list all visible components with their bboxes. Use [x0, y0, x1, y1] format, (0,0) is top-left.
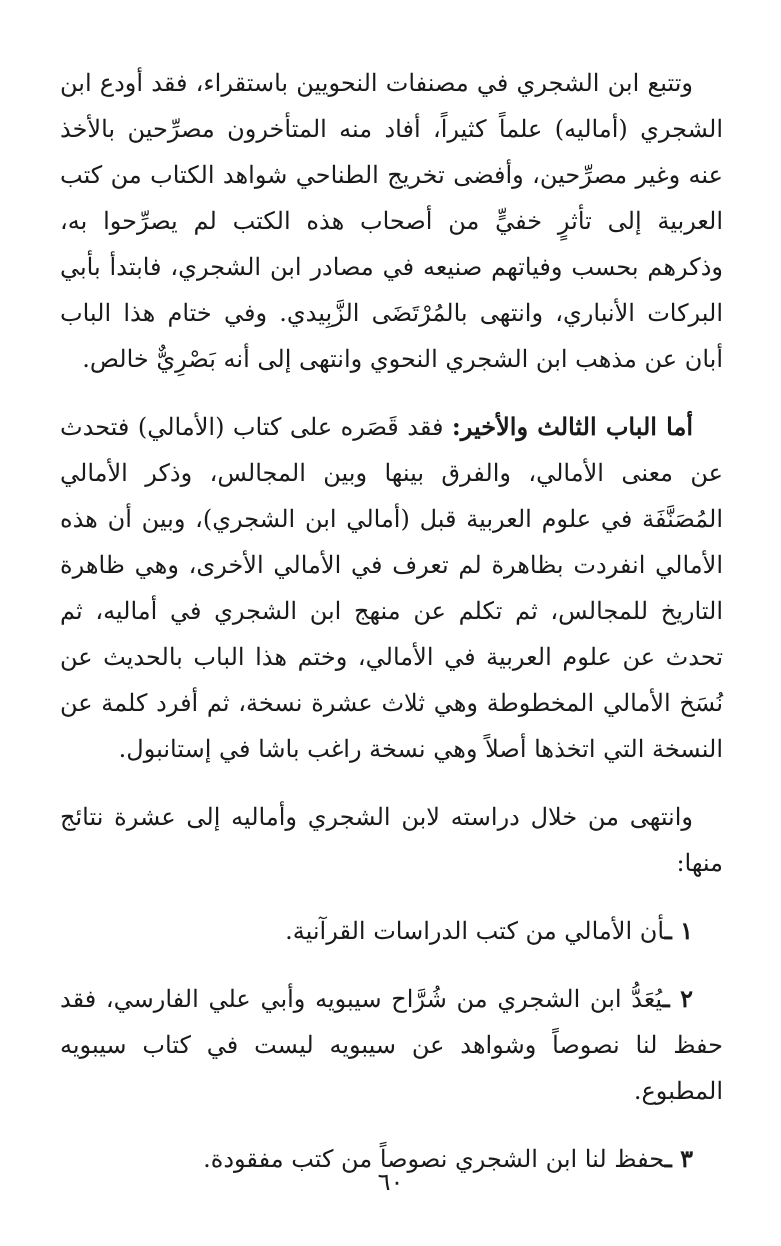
- page-body: [60, 60, 723, 1204]
- list-item-text: يُعَدُّ ابن الشجري من شُرَّاح سيبويه وأبي علي الفارسي، فقد حفظ لنا نصوصاً وشواهد عن سيبويه ليست في كتاب سيبويه المطبوع.: [60, 985, 723, 1105]
- paragraph-text: وتتبع ابن الشجري في مصنفات النحويين باستقراء، فقد أودع ابن الشجري (أماليه) علماً كثيراً، أفاد منه المتأخرون مصرِّحين بالأخذ عنه وغير مصرِّحين، وأفضى تخريج الطناحي شواهد الكتاب من كتب العربية إلى تأثرٍ خفيٍّ من أصحاب هذه الكتب لم يصرِّحوا به، وذكرهم بحسب وفياتهم صنيعه في مصادر ابن الشجري، فابتدأ بأبي البركات الأنباري، وانتهى بالمُرْتَضَى الزَّبِيدي. وفي ختام هذا الباب أبان عن مذهب ابن الشجري النحوي وانتهى إلى أنه بَصْرِيٌّ خالص.: [60, 69, 723, 373]
- paragraph-sources: [60, 60, 723, 382]
- paragraph-third-chapter: [60, 404, 723, 772]
- paragraph-text: وانتهى من خلال دراسته لابن الشجري وأماليه إلى عشرة نتائج منها:: [60, 803, 723, 877]
- list-item-number: ٣ ـ: [664, 1144, 693, 1173]
- section-heading: أما الباب الثالث والأخير:: [451, 412, 693, 441]
- list-item-number: ٢ ـ: [662, 984, 693, 1013]
- list-item-number: ١ ـ: [664, 916, 693, 945]
- list-item-text: أن الأمالي من كتب الدراسات القرآنية.: [285, 917, 665, 945]
- list-item-text: حفظ لنا ابن الشجري نصوصاً من كتب مفقودة.: [203, 1145, 665, 1173]
- list-item: [60, 976, 723, 1114]
- paragraph-conclusions-intro: [60, 794, 723, 886]
- results-list: [60, 908, 723, 1182]
- list-item: [60, 908, 723, 954]
- paragraph-text: فقد قَصَره على كتاب (الأمالي) فتحدث عن معنى الأمالي، والفرق بينها وبين المجالس، وذكر الأمالي المُصَنَّفَة في علوم العربية قبل (أمالي ابن الشجري)، وبين أن هذه الأمالي انفردت بظاهرة لم تعرف في الأمالي الأخرى، وهي ظاهرة التاريخ للمجالس، ثم تكلم عن منهج ابن الشجري في أماليه، ثم تحدث عن علوم العربية في الأمالي، وختم هذا الباب بالحديث عن نُسَخ الأمالي المخطوطة وهي ثلاث عشرة نسخة، ثم أفرد كلمة عن النسخة التي اتخذها أصلاً وهي نسخة راغب باشا في إستانبول.: [60, 413, 723, 763]
- page-number: ٦٠: [377, 1168, 404, 1196]
